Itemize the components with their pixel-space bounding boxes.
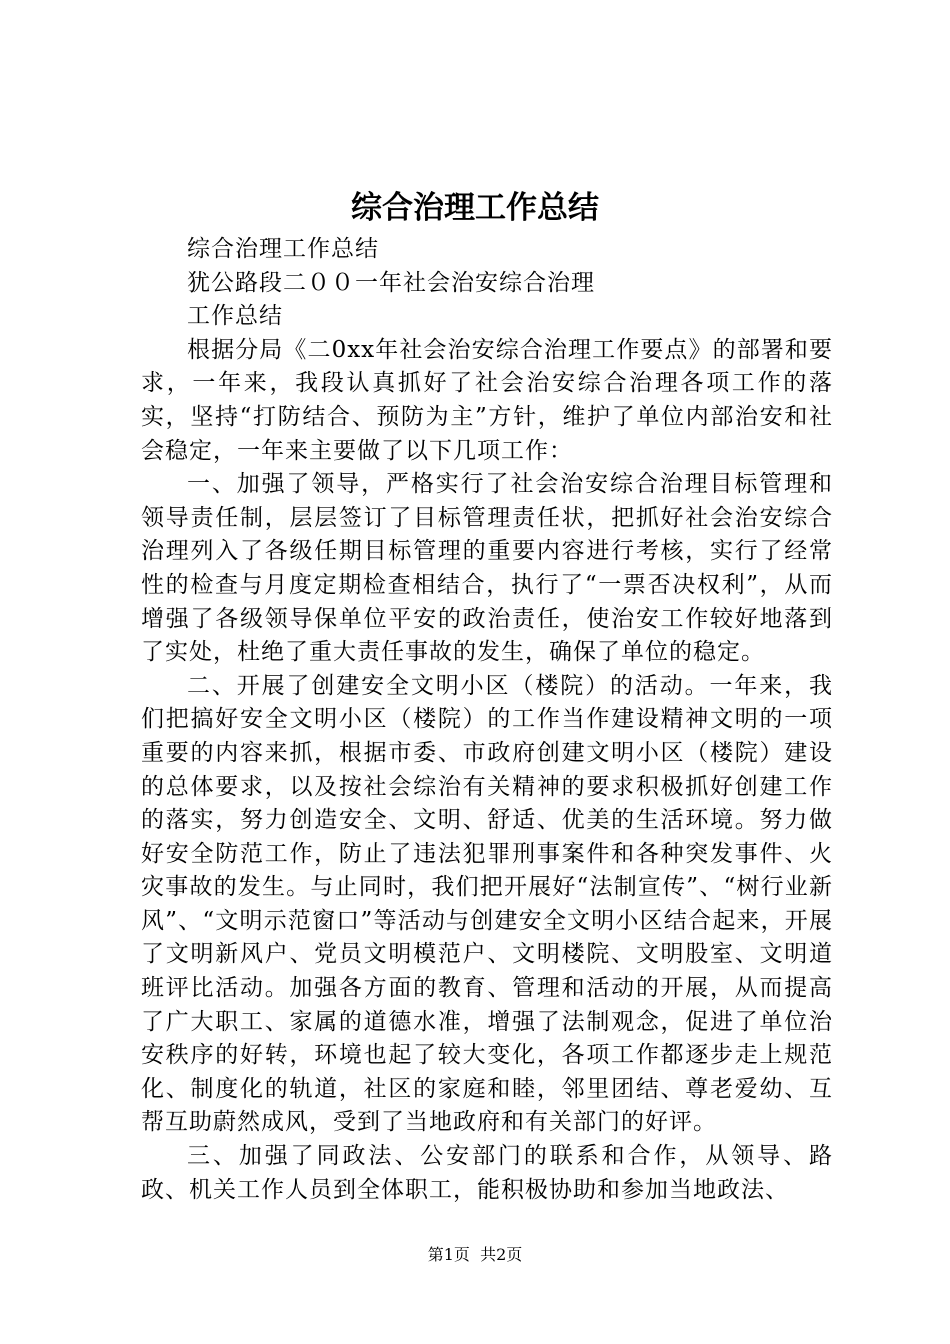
- paragraph-heading-1: 综合治理工作总结: [187, 236, 379, 262]
- paragraph-heading-3: 工作总结: [187, 303, 283, 330]
- page-number-label: 第1页 共2页: [427, 1245, 523, 1264]
- paragraph-heading-2: 犹公路段二００一年社会治安综合治理: [187, 269, 595, 296]
- paragraph-section-3: 三、加强了同政法、公安部门的联系和合作，从领导、路政、机关工作人员到全体职工，能积极协助和参加当地政法、: [141, 1143, 833, 1203]
- paragraph-section-2: 二、开展了创建安全文明小区（楼院）的活动。一年来，我们把搞好安全文明小区（楼院）的工作当作建设精神文明的一项重要的内容来抓，根据市委、市政府创建文明小区（楼院）建设的总体要求，以及按社会综治有关精神的要求积极抓好创建工作的落实，努力创造安全、文明、舒适、优美的生活环境。努力做好安全防范工作，防止了违法犯罪刑事案件和各种突发事件、火灾事故的发生。与止同时，我们把开展好“法制宣传”、“树行业新风”、“文明示范窗口”等活动与创建安全文明小区结合起来，开展了文明新风户、党员文明模范户、文明楼院、文明股室、文明道班评比活动。加强各方面的教育、管理和活动的开展，从而提高了广大职工、家属的道德水准，增强了法制观念，促进了单位治安秩序的好转，环境也起了较大变化，各项工作都逐步走上规范化、制度化的轨道，社区的家庭和睦，邻里团结、尊老爱幼、互帮互助蔚然成风，受到了当地政府和有关部门的好评。: [141, 672, 833, 1136]
- paragraph-intro: 根据分局《二0xx年社会治安综合治理工作要点》的部署和要求，一年来，我段认真抓好了社会治安综合治理各项工作的落实，坚持“打防结合、预防为主”方针，维护了单位内部治安和社会稳定，一年来主要做了以下几项工作：: [141, 336, 833, 464]
- paragraph-section-1: 一、加强了领导，严格实行了社会治安综合治理目标管理和领导责任制，层层签订了目标管理责任状，把抓好社会治安综合治理列入了各级任期目标管理的重要内容进行考核，实行了经常性的检查与月度定期检查相结合，执行了“一票否决权利”，从而增强了各级领导保单位平安的政治责任，使治安工作较好地落到了实处，杜绝了重大责任事故的发生，确保了单位的稳定。: [141, 471, 833, 666]
- document-body: [141, 233, 833, 1207]
- document-title: 综合治理工作总结: [351, 190, 599, 226]
- page-footer: [0, 1244, 950, 1266]
